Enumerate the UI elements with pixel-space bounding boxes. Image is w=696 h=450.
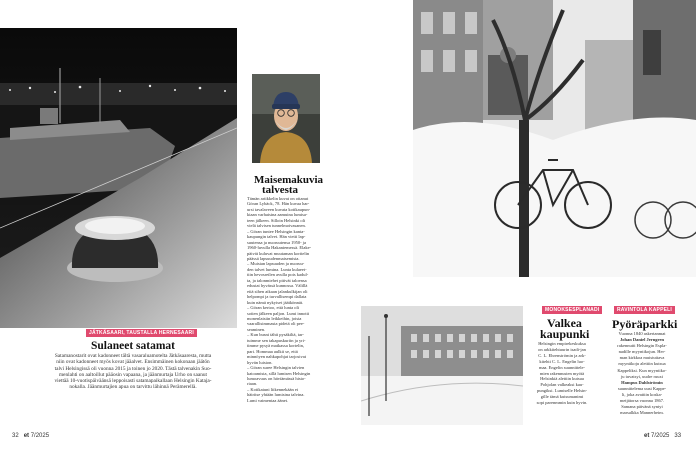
magazine-brand: et (23, 433, 30, 439)
white-city-text (533, 341, 591, 406)
cycle-parking-line: nadille myyntikojun. Her- (618, 349, 666, 355)
article-line: lumoavuus on häviämässä histo- (247, 375, 306, 381)
white-city-line: mien rakennusten myötä (539, 370, 585, 376)
article-line: ursi tavalaveen kuvata kotikaupun- (247, 206, 311, 212)
article-line: minnöyen nahkapohjat tarjosivat (247, 354, 306, 360)
article-line: pari. Hommaa aulkii se, että (247, 348, 298, 354)
article-line: seaminen. (247, 326, 266, 332)
snowy-bicycle-photo-icon (413, 0, 696, 277)
snowy-street-photo-icon (361, 306, 523, 425)
cycle-parking-line: Kappeliksi. Kun myyntiko- (617, 367, 667, 373)
article-body (247, 196, 325, 403)
article-line: edustat hyvässä kunnossa. Välillä (247, 283, 308, 289)
article-line: Lumi vaimentaa äänet. (247, 397, 289, 403)
article-line: vielä talvisen tunnelmoivasanen. (247, 223, 306, 229)
white-city-line: pungiksi. Lumiselle Helsin- (536, 388, 588, 394)
article-line: – Göran tuntee Helsingin kanta- (247, 228, 305, 234)
white-city-title-line1: Valkea (547, 316, 582, 330)
white-city-title-line2: kaupunki (540, 327, 590, 341)
article-line: katoamista, sillä lumisen Helsingin (247, 370, 311, 376)
harbor-location-tag: JÄTKÄSAARI, TAUSTALLA HERNESAARI (86, 329, 197, 337)
article-line: – Göran suree Helsingin talvien (247, 365, 305, 371)
article-line: teen jälkeen. Silloin Helsinki oli (247, 217, 306, 223)
left-folio (12, 433, 49, 439)
street-photo (361, 306, 523, 425)
article-line: tuimme sen takapuskuriin ja yri- (247, 337, 306, 343)
issue-number: 7/2025 (651, 433, 670, 439)
article-line: hyvän luiston. (247, 359, 273, 365)
white-city-line: sopi parenmmin kuin hyvin. (536, 400, 588, 406)
cycle-parking-line: ju tuvatsyi, uudre ruuxi (621, 373, 663, 379)
harbor-caption-line: menlahti on aaltoillut pääosin vapaana, ja jäänmurtaja Urho on saanut (59, 371, 207, 378)
cycle-parking-line: Hampus Dahlströmin (621, 379, 663, 385)
cycle-parking-text (606, 331, 678, 416)
article-line: kaupungin talvet. Hän vietti lap- (247, 234, 306, 240)
article-line: den talvet lumina. Lunta kulaeet- (247, 266, 307, 272)
article-line: Tämän artikkelin kuvat on ottanut (247, 196, 309, 201)
article-line: kiaan varhaisina aamuina lumisa- (247, 212, 308, 218)
article-line: sotien jälkeen paljon. Lumi innotti (247, 310, 310, 316)
article-line: riaan. (247, 381, 258, 387)
cycle-parking-line: Vuonna 1840 askertanmat (618, 331, 666, 336)
article-line: eiiä sihen aikaan jalankulkijan oli (247, 288, 308, 294)
cycle-parking-line: suunnittelema uusi Kappe- (617, 385, 667, 391)
article-line: kuin nämä nykyiset jäätkönnät. (247, 299, 304, 305)
right-folio (644, 433, 681, 439)
article-line: häiritse yhtään lumisina talvina. (247, 392, 305, 398)
article-line: – Muistan lapsuuden ja nuoruu- (247, 261, 305, 267)
harbor-photo (0, 28, 237, 328)
article-line: suutensa ja nuoruutensa 1950- ja (247, 239, 306, 245)
cycle-parking-tag: RAVINTOLA KAPPELI (614, 306, 675, 314)
white-city-line: Helsingin empirekeskuksa (538, 341, 586, 346)
cycle-parking-line: myyntikoju alettiin kutsua (618, 361, 666, 367)
cycle-parking-line: Johan Daniel Jerngren (620, 337, 664, 343)
cycle-parking-title: Pyöräparkki (612, 317, 678, 331)
harbor-caption-line: viettää 10-vuotispäiväänsä leppoisasti satamapaikallaan Helsingin Kataja- (54, 378, 212, 385)
article-title-line2: talvesta (262, 184, 299, 196)
article-title-line1: Maisemakuvia (254, 174, 324, 186)
cycle-parking-line: rakennutti Helsingin Espla- (617, 343, 667, 349)
article-line: päivät kuluvat muutaman korttelin (247, 250, 310, 256)
portrait-photo-icon (252, 74, 320, 163)
cycle-parking-line: li, joka avattiin koska- (621, 391, 663, 397)
bicycle-photo (413, 0, 696, 277)
article-line: monenlaisiin leikkeihin, joista (247, 315, 302, 321)
article-line: päässä lapsuudenmaisemista. (247, 255, 300, 261)
article-line: Göran Lybäck, 78. Hän kuvaa har- (247, 201, 310, 207)
white-city-line: C. L. Ehrenströmin ja ark- (538, 352, 586, 358)
page-number: 32 (12, 433, 19, 439)
white-city-line: kitehti C. L. Engelin luo- (539, 358, 585, 364)
harbor-caption-line: nokalla. Jäänmurtajien apua on tarvittu lähinnä Perämerellä. (69, 384, 197, 391)
cycle-parking-line: Samana päivänä syntyi (621, 404, 663, 410)
magazine-brand: et (644, 433, 650, 439)
issue-number: 7/2025 (30, 433, 50, 439)
harbor-caption-line: talvi Helsingissä oli vuonna 2015 ja toinen jo 2020. Tästä talvenakin Suo- (54, 365, 212, 372)
white-city-line: on arkkitehtuurin isadi-jan (538, 346, 586, 352)
article-line: 1960-luvulla Hakaniemessä. Elake- (247, 245, 312, 251)
harbor-caption-line: Satamanostarit ovat kadonneet tältä vasaraluamotelta Jätkäsaaresta, mutta (54, 353, 212, 359)
white-city-line: gille tämä kutsumanimi (540, 394, 584, 400)
article-line: vaarallisimmasta pidetä oli pee- (247, 321, 305, 327)
article-line: helpompi ja turvallisempi dallata (247, 294, 307, 300)
portrait-photo (252, 74, 320, 163)
cycle-parking-line: meijätorsa vuonna 1867. (619, 398, 665, 404)
white-city-line: maa. Engelin suunnittele- (538, 364, 586, 370)
article-line: – Kun busni tähti pysäkiltä, tar- (247, 332, 304, 338)
article-line: – Göran kertoo, että lunta oli (247, 305, 299, 311)
harbor-caption-text (33, 353, 233, 391)
white-city-tag: MONOKSESPLANADI (542, 306, 602, 314)
harbor-night-photo-icon (0, 28, 237, 328)
article-line: timme pysyä matkassa kortelin, (247, 343, 304, 349)
harbor-caption-line: niin ovat kadonneet myös kovat jääalvet. Ensimmäinen kokonaan jäätön (56, 359, 210, 366)
white-city-line: Pohjolan valkeaksi kau- (540, 382, 584, 388)
article-line: ta, ja talonmiehet pitivät taloensa (247, 277, 307, 283)
article-line: tiin hevosreilen avulla pois kadul- (247, 272, 309, 278)
cycle-parking-line: man kirkkoa muistuttava (619, 355, 665, 361)
cycle-parking-line: marsalkka Mannerheim. (620, 410, 664, 416)
harbor-caption-title: Sulaneet satamat (91, 340, 176, 352)
page-number: 33 (674, 433, 682, 439)
article-line: – Kotikatuni liikennekään ei (247, 386, 299, 392)
white-city-line: Helsinkiä alettiin kutsua (540, 376, 584, 382)
